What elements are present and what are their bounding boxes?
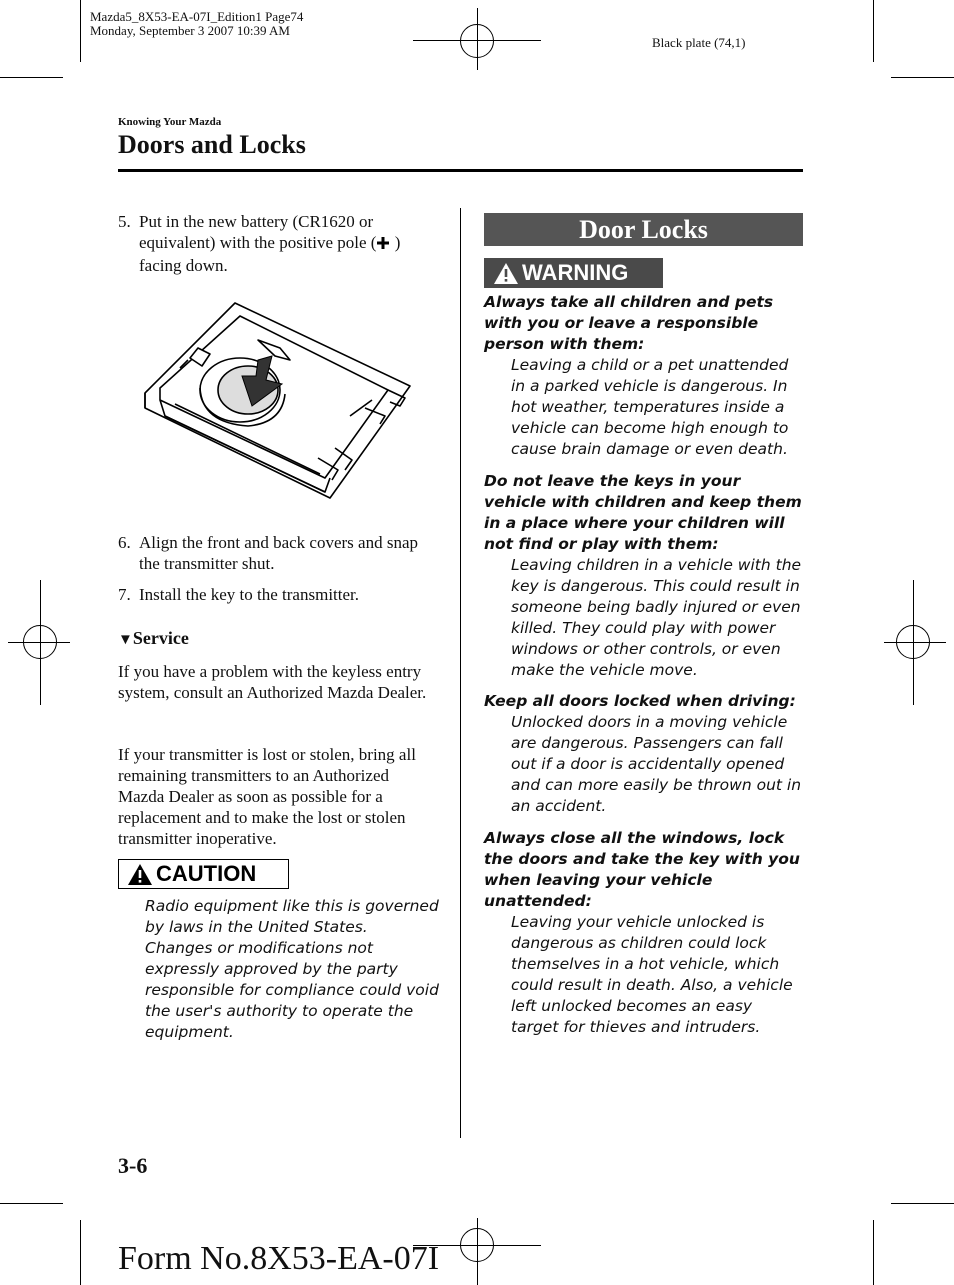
registration-circle bbox=[460, 1228, 494, 1262]
warning-badge bbox=[484, 258, 663, 288]
crop-mark bbox=[0, 1203, 63, 1204]
form-number: Form No.8X53-EA-07I bbox=[118, 1240, 440, 1277]
crop-mark bbox=[873, 0, 874, 62]
warning-item bbox=[484, 292, 804, 460]
print-metadata bbox=[90, 10, 303, 38]
crop-mark bbox=[80, 1220, 81, 1285]
warning-heading: Keep all doors locked when driving: bbox=[484, 692, 796, 710]
service-paragraph bbox=[118, 661, 438, 703]
exclamation-triangle-icon bbox=[127, 863, 153, 886]
crop-mark bbox=[873, 1220, 874, 1285]
service-heading bbox=[118, 628, 438, 651]
step-number: 7. bbox=[118, 585, 131, 604]
plus-icon bbox=[376, 234, 390, 255]
step-text: Put in the new battery (CR1620 or equivalent) with the positive pole ( bbox=[139, 212, 377, 252]
step-item bbox=[118, 532, 438, 574]
warning-item bbox=[484, 828, 804, 1038]
service-paragraph bbox=[118, 744, 438, 849]
step-number: 6. bbox=[118, 533, 131, 552]
title-rule bbox=[118, 169, 803, 172]
step-text-end: ) facing down. bbox=[139, 233, 401, 275]
step-text: Align the front and back covers and snap the transmitter shut. bbox=[139, 533, 418, 573]
warning-item bbox=[484, 471, 804, 681]
step-item bbox=[118, 211, 438, 276]
warning-body: Leaving a child or a pet unattended in a parked vehicle is dangerous. In hot weather, temperatures inside a vehicle can become high enough to cause brain damage or even death. bbox=[511, 356, 789, 458]
caution-label: CAUTION bbox=[156, 861, 257, 886]
caution-text: Radio equipment like this is governed by laws in the United States. Changes or modifications not expressly approved by the party responsible for compliance could void the user's authority to operate the equipment. bbox=[145, 897, 439, 1041]
paragraph: If your transmitter is lost or stolen, bring all remaining transmitters to an Authorized Mazda Dealer as soon as possible for a replacement and to make the lost or stolen transmitter inoperative. bbox=[118, 745, 416, 848]
date-line: Monday, September 3 2007 10:39 AM bbox=[90, 23, 290, 38]
plate-label: Black plate (74,1) bbox=[652, 35, 746, 50]
exclamation-triangle-icon bbox=[493, 262, 519, 285]
section-title-bar: Door Locks bbox=[484, 213, 803, 246]
paragraph: If you have a problem with the keyless entry system, consult an Authorized Mazda Dealer. bbox=[118, 662, 427, 702]
crop-mark bbox=[80, 0, 81, 62]
triangle-down-icon: ▼ bbox=[118, 632, 133, 648]
warning-body: Leaving children in a vehicle with the key is dangerous. This could result in someone being badly injured or even killed. They could play with power windows or other controls, or even make the vehicle move. bbox=[511, 556, 802, 679]
step-text: Install the key to the transmitter. bbox=[139, 585, 360, 604]
warning-heading: Do not leave the keys in your vehicle with children and keep them in a place where your children will not find or play with them: bbox=[484, 472, 802, 553]
warning-label: WARNING bbox=[522, 260, 629, 285]
page-title: Doors and Locks bbox=[118, 130, 306, 159]
column-divider bbox=[460, 208, 461, 1138]
caution-badge bbox=[118, 859, 289, 889]
battery-illustration bbox=[140, 298, 415, 513]
section-label: Knowing Your Mazda bbox=[118, 116, 222, 128]
crop-mark bbox=[891, 1203, 954, 1204]
crop-mark bbox=[891, 77, 954, 78]
warning-heading: Always take all children and pets with you or leave a responsible person with them: bbox=[484, 293, 774, 353]
registration-circle bbox=[23, 625, 57, 659]
warning-heading: Always close all the windows, lock the doors and take the key with you when leaving your vehicle unattended: bbox=[484, 829, 800, 910]
service-heading-text: Service bbox=[132, 628, 189, 648]
crop-mark bbox=[0, 77, 63, 78]
warning-item bbox=[484, 691, 804, 817]
step-number: 5. bbox=[118, 212, 131, 231]
page-number: 3-6 bbox=[118, 1153, 148, 1178]
warning-body: Leaving your vehicle unlocked is dangerous as children could lock themselves in a hot vehicle, which could result in death. Also, a vehicle left unlocked becomes an easy target for thieves and intruders. bbox=[511, 913, 793, 1036]
registration-circle bbox=[896, 625, 930, 659]
step-item bbox=[118, 584, 359, 605]
registration-circle bbox=[460, 24, 494, 58]
warning-body: Unlocked doors in a moving vehicle are dangerous. Passengers can fall out if a door is accidentally opened and can more easily be thrown out in an accident. bbox=[511, 713, 802, 815]
file-line: Mazda5_8X53-EA-07I_Edition1 Page74 bbox=[90, 9, 304, 24]
